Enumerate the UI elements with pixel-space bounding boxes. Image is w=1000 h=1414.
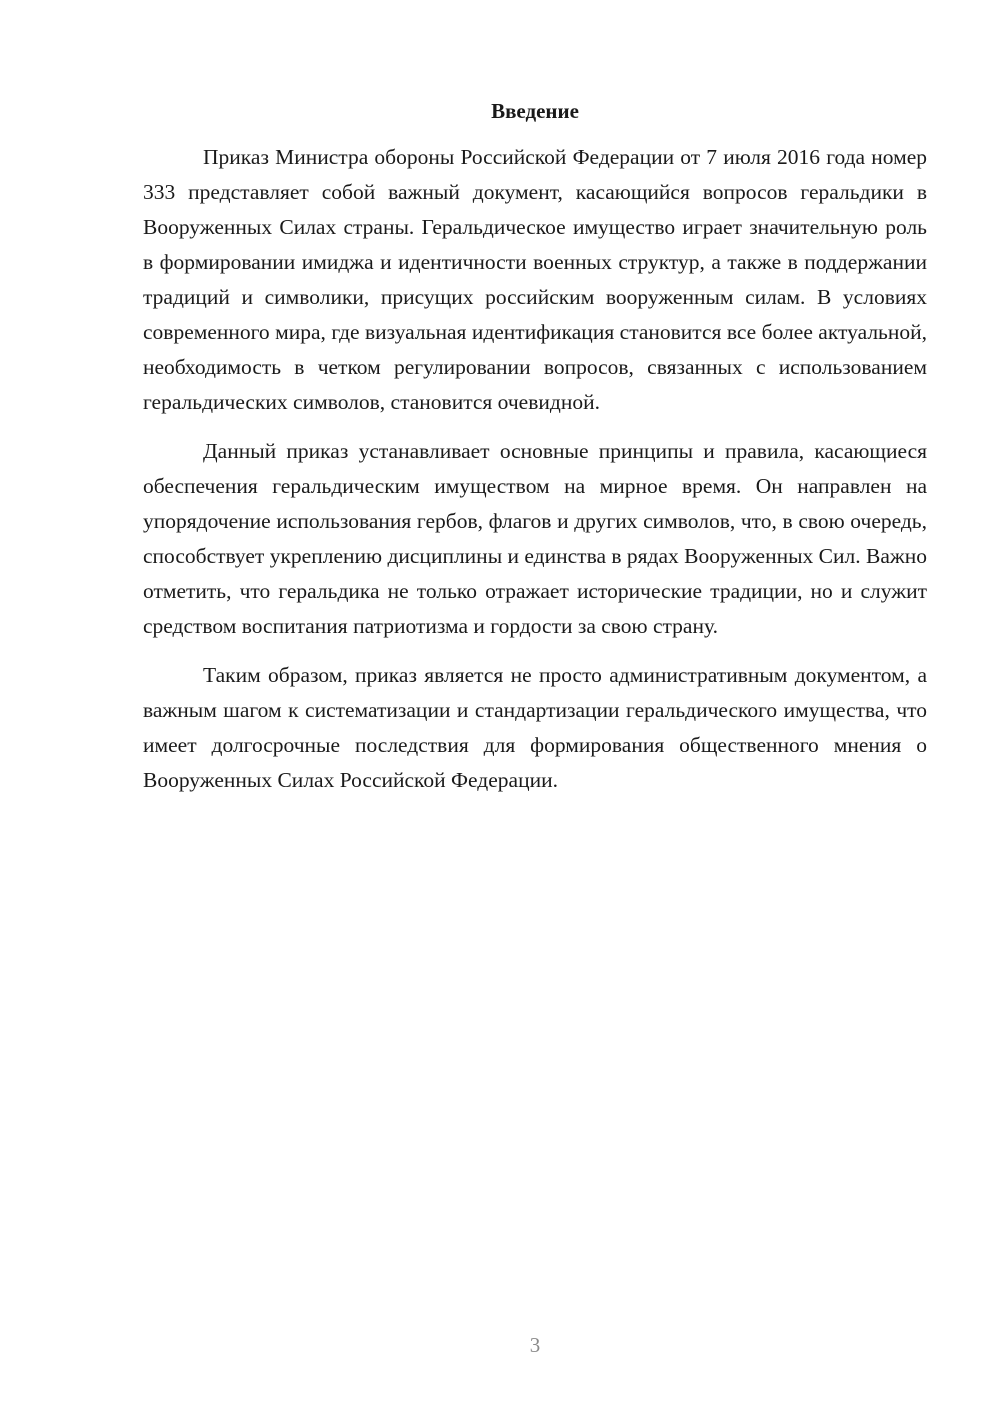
document-page — [143, 96, 927, 812]
paragraph-3: Таким образом, приказ является не просто административным документом, а важным шагом к систематизации и стандартизации геральдического имущества, что имеет долгосрочные последствия для формирования общественного мнения о Вооруженных Силах Российской Федерации. — [143, 663, 927, 792]
paragraph-2: Данный приказ устанавливает основные принципы и правила, касающиеся обеспечения геральдическим имуществом на мирное время. Он направлен на упорядочение использования гербов, флагов и других символов, что, в свою очередь, способствует укреплению дисциплины и единства в рядах Вооруженных Сил. Важно отметить, что геральдика не только отражает исторические традиции, но и служит средством воспитания патриотизма и гордости за свою страну. — [143, 439, 927, 638]
paragraph-1: Приказ Министра обороны Российской Федерации от 7 июля 2016 года номер 333 представляет собой важный документ, касающийся вопросов геральдики в Вооруженных Силах страны. Геральдическое имущество играет значительную роль в формировании имиджа и идентичности военных структур, а также в поддержании традиций и символики, присущих российским вооруженным силам. В условиях современного мира, где визуальная идентификация становится все более актуальной, необходимость в четком регулировании вопросов, связанных с использованием геральдических символов, становится очевидной. — [143, 145, 927, 414]
section-title: Введение — [491, 99, 579, 123]
page-number: 3 — [529, 1333, 541, 1357]
